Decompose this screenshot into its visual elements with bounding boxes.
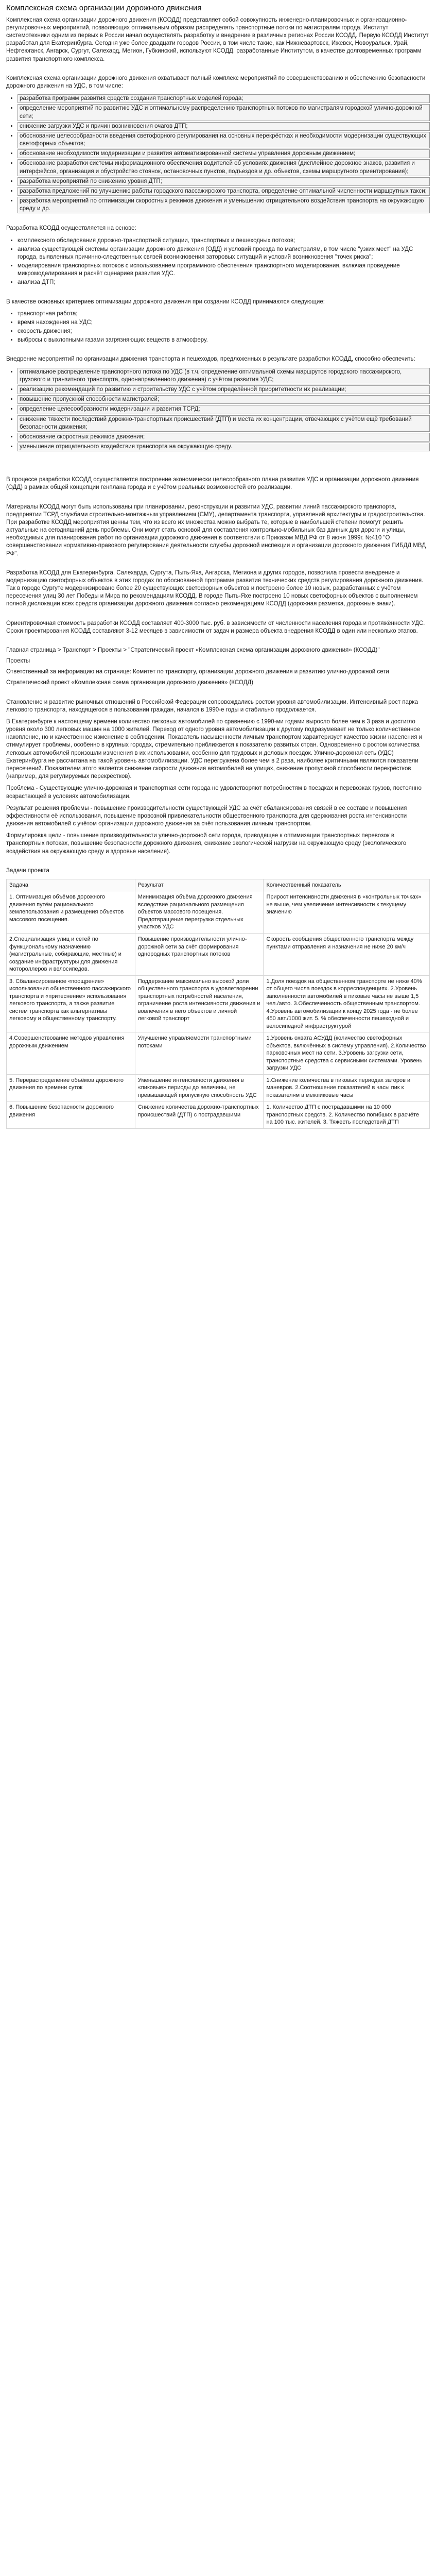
list-item: • обоснование скоростных режимов движения; xyxy=(18,433,430,442)
cost-paragraph: Ориентировочная стоимость разработки КСОДД составляет 400-3000 тыс. руб. в зависимости от численности населения города и протяжённости УДС. Сроки проектирования КСОДД составляют 3-12 месяцев в зависимости от задач и размера объекта внедрения КСОДД в один или несколько этапов. xyxy=(6,620,425,634)
result-cell: Повышение производительности улично-дорожной сети за счёт формирования однородных транспортных потоков xyxy=(135,933,264,975)
measures-list xyxy=(6,94,430,213)
result-cell: Поддержание максимально высокой доли общественного транспорта в удовлетворении транспортных потребностей населения, ограничение роста интенсивности движения и вовлечения в него объектов и личной легковой транспорт xyxy=(135,975,264,1032)
context-paragraph: Проблема - Существующие улично-дорожная и транспортная сети города не удовлетворяют потребностям в поездках и перевозках грузов, постоянно возрастающей в условиях автомобилизации. xyxy=(6,785,422,800)
list-item: • разработка мероприятий по оптимизации скоростных режимов движения и уменьшению отрицательного воздействия транспорта на окружающую среду и др. xyxy=(18,197,430,213)
list-item: • снижение загрузки УДС и причин возникновения очагов ДТП; xyxy=(18,122,430,131)
measures-section xyxy=(6,75,430,214)
basis-section xyxy=(6,225,430,286)
result-cell: Уменьшение интенсивности движения в «пиковые» периоды до величины, не превышающей пропускную способность УДС xyxy=(135,1074,264,1101)
intro-paragraph: Комплексная схема организации дорожного движения (КСОДД) представляет собой совокупность инженерно-планировочных и организационно-регулировочных мероприятий, позволяющих оптимальным образом распределять транспортные потоки по магистралям города. Институт системотехники одним из первых в России начал осуществлять разработку и внедрение в различных регионах России КСОДД. Первую КСОДД Институт разработал для Екатеринбурга. Сегодня уже более двадцати городов России, в том числе такие, как Нижневартовск, Ижевск, Новоуральск, Урай, Нефтеюганск, Ангарск, Сургут, Салехард, Мегион, Губкинский, используют КСОДД, разработанные Институтом, в качестве долговременных программ развития транспортного комплекса. xyxy=(6,16,429,62)
criteria-intro: В качестве основных критериев оптимизации дорожного движения при создании КСОДД принимаются следующие: xyxy=(6,298,325,305)
list-item: • выбросы с выхлопными газами загрязняющих веществ в атмосферу. xyxy=(18,336,430,344)
result-cell: Минимизация объёма дорожного движения вследствие рационального размещения объектов массового посещения. Предотвращение перегрузки отдельных участков УДС xyxy=(135,891,264,934)
list-item: • транспортная работа; xyxy=(18,310,430,318)
measures-intro: Комплексная схема организации дорожного движения охватывает полный комплекс мероприятий по совершенствованию и обеспечению безопасности дорожного движения на УДС, в том числе: xyxy=(6,75,426,89)
context-section xyxy=(6,699,430,856)
list-item: • анализа ДТП; xyxy=(18,279,430,286)
context-paragraphs xyxy=(6,699,430,856)
list-item: • разработка мероприятий по снижению уровня ДТП; xyxy=(18,177,430,186)
task-cell: 4.Совершенствование методов управления дорожным движением xyxy=(7,1032,135,1075)
basis-intro: Разработка КСОДД осуществляется на основе: xyxy=(6,225,136,232)
list-item: • определение целесообразности модернизации и развития ТСРД; xyxy=(18,405,430,414)
list-item: • оптимальное распределение транспортного потока по УДС (в т.ч. определение оптимальной схемы маршрутов городского пассажирского, грузового и транзитного транспорта, однонаправленного движения) с учётом развития УДС; xyxy=(18,368,430,384)
context-paragraph: Результат решения проблемы - повышение производительности существующей УДС за счёт сбалансирования связей в ее составе и повышения эффективности её использования, повышение провозной привлекательности общественного транспорта для сдерживания роста интенсивности движения автомобилей с учётом организации дорожного движения за счёт пользования личным транспортом. xyxy=(6,805,407,827)
table-header-row xyxy=(7,879,430,891)
results-intro: Внедрение мероприятий по организации движения транспорта и пешеходов, предложенных в результате разработки КСОДД, способно обеспечить: xyxy=(6,356,415,363)
tasks-section xyxy=(6,867,430,1129)
intro-section xyxy=(6,16,430,63)
results-list xyxy=(6,368,430,452)
task-cell: 3. Сбалансированное «поощрение» использования общественного пассажирского транспорта и «притеснение» использования легкового транспорта, а также развитие систем транспорта как альтернативы легковому и общественному транспорту. xyxy=(7,975,135,1032)
table-row xyxy=(7,1101,430,1129)
page-title: Комплексная схема организации дорожного движения xyxy=(6,4,202,12)
indicator-cell: 1.Уровень охвата АСУДД (количество светофорных объектов, включённых в систему управления). 2.Количество парковочных мест на сети. 3.Уровень загрузки сети, транспортные средства с сервисными системами. Уровень загрузки УДС xyxy=(264,1032,430,1075)
process-section xyxy=(6,476,430,492)
list-item: • анализа существующей системы организации дорожного движения (ОДД) и условий проезда по магистралям, в том числе "узких мест" на УДС города, выявленных причинно-следственных связей возникновения заторовых ситуаций и условий возникновения "точек риска"; xyxy=(18,246,430,261)
list-item: • снижение тяжести последствий дорожно-транспортных происшествий (ДТП) и места их концентрации, отвечающих с учётом ещё требований безопасности движения; xyxy=(18,415,430,432)
indicator-cell: Прирост интенсивности движения в «контрольных точках» не выше, чем увеличение интенсивности к текущему значению xyxy=(264,891,430,934)
table-row xyxy=(7,891,430,934)
list-item: • моделирования транспортных потоков с использованием программного обеспечения транспортного моделирования, включая проведение микромоделирования и расчёт сценариев развития УДС. xyxy=(18,262,430,278)
article xyxy=(0,0,436,1150)
projects-link-wrap[interactable] xyxy=(6,657,430,665)
projects-link[interactable]: Проекты xyxy=(6,658,30,665)
list-item: • уменьшение отрицательного воздействия транспорта на окружающую среду. xyxy=(18,443,430,451)
indicator-cell: 1.Снижение количества в пиковых периодах заторов и маневров. 2.Соотношение показателей в часы пик к показателям в межпиковые часы xyxy=(264,1074,430,1101)
list-item: • разработка предложений по улучшению работы городского пассажирского транспорта, определение оптимальной численности маршрутных такси; xyxy=(18,187,430,196)
tasks-table-body xyxy=(7,891,430,1128)
list-item: • обоснование целесообразности введения светофорного регулирования на основных перекрёстках и необходимости модернизации существующих светофорных объектов; xyxy=(18,132,430,148)
basis-list xyxy=(6,237,430,287)
process-paragraph: В процессе разработки КСОДД осуществляется построение экономически целесообразного плана развития УДС и организации дорожного движения (ОДД) в рамках общей концепции генплана города и с учётом реальных возможностей его реализации. xyxy=(6,477,419,491)
strategic-project-link[interactable]: Стратегический проект «Комплексная схема организации дорожного движения» (КСОДД) xyxy=(6,680,254,686)
responsible-text: Ответственный за информацию на странице: Комитет по транспорту, организации дорожного движения и развитию улично-дорожной сети xyxy=(6,669,389,675)
breadcrumb-link[interactable]: Главная страница > Транспорт > Проекты > "Стратегический проект «Комплексная схема организации дорожного движения» (КСОДД)" xyxy=(6,647,380,653)
context-paragraph: Формулировка цели - повышение производительности улично-дорожной сети города, приводящее к оптимизации транспортных перевозок в транспортных потоках, повышение безопасности дорожного движения, снижение экологической нагрузки на окружающую среду (экологического воздействия на окружающую среду и здоровье населения). xyxy=(6,833,407,855)
column-header-task: Задача xyxy=(7,879,135,891)
results-section xyxy=(6,355,430,451)
result-cell: Улучшение управляемости транспортными потоками xyxy=(135,1032,264,1075)
cost-section xyxy=(6,620,430,635)
list-item: • комплексного обследования дорожно-транспортной ситуации, транспортных и пешеходных потоков; xyxy=(18,237,430,245)
cities-section xyxy=(6,569,430,608)
result-cell: Снижение количества дорожно-транспортных происшествий (ДТП) с пострадавшими xyxy=(135,1101,264,1129)
materials-paragraph: Материалы КСОДД могут быть использованы при планировании, реконструкции и развитии УДС, развитии линий пассажирского транспорта, предприятии ТСРД службами строительно-монтажным управлением (СМУ), департамента транспорта, управлений архитектуры и градостроительства. При разработке КСОДД мероприятия ценны тем, что из всего их множества можно выбрать те, которые в наибольшей степени помогут решить актуальные на сегодняшний день проблемы. Они могут стать основой для составления контрольно-мобильных баз данных для дороги и улицы, необходимых для планирования работ по организации дорожного движения в соответствии с Приказом МВД РФ от 8 июня 1999г. №410 "О совершенствовании нормативно-правового регулирования деятельности службы дорожной инспекции и организации дорожного движения ГИБДД МВД РФ". xyxy=(6,503,426,557)
strategic-link-wrap[interactable] xyxy=(6,679,430,687)
column-header-result: Результат xyxy=(135,879,264,891)
task-cell: 5. Перераспределение объёмов дорожного движения по времени суток xyxy=(7,1074,135,1101)
list-item: • повышение пропускной способности магистралей; xyxy=(18,395,430,404)
navigation-section xyxy=(6,647,430,687)
task-cell: 2.Специализация улиц и сетей по функциональному назначению (магистральные, собирающие, местные) и создание инфраструктуры для движения мотороллеров и велосипедов. xyxy=(7,933,135,975)
context-paragraph: В Екатеринбурге к настоящему времени количество легковых автомобилей по сравнению с 1990-ми годами выросло более чем в 3 раза и достигло уровня около 300 легковых машин на 1000 жителей. Переход от одного уровня автомобилизации к другому подразумевает не только количественное накопление, но и качественное изменение в соблюдении. Показатель насыщенности личным транспортом характеризует качество жизни населения и стимулирует проблемы, особенно в крупных городах, стремительно приближается к показателю развитых стран. Одновременно с ростом количества легковых автомобилей произошли изменения в их использовании, особенно для трудовых и деловых поездок. Улично-дорожная сеть (УДС) Екатеринбурга не рассчитана на такой уровень автомобилизации. УДС перегружена более чем в 2 раза, наиболее критичными являются показатели пересечений. Показателем этого является снижение скорости движения автомобилей на улицах, снижение пропускной способности перекрёстков (например, для регулируемых перекрёстков). xyxy=(6,718,423,780)
list-item: • обоснование разработки системы информационного обеспечения водителей об условиях движения (дисплейное дорожное знаков, развития и интерфейсов, организация и обустройство стоянок, остановочных пунктов, подъездов и др. объектов, схемы маршрутного ориентирования); xyxy=(18,159,430,176)
list-item: • обоснование необходимости модернизации и развития автоматизированной системы управления дорожным движением; xyxy=(18,149,430,158)
indicator-cell: 1.Доля поездок на общественном транспорте не ниже 40% от общего числа поездок в корреспонденциях. 2.Уровень заполненности автомобилей в пиковые часы не выше 1,5 чел./авто. 3.Обеспеченность общественным транспортом. 4.Уровень автомобилизации к концу 2025 года - не более 450 авт./1000 жит. 5. % обеспеченности пешеходной и велосипедной инфраструктурой xyxy=(264,975,430,1032)
indicator-cell: Скорость сообщения общественного транспорта между пунктами отправления и назначения не ниже 20 км/ч xyxy=(264,933,430,975)
criteria-section xyxy=(6,298,430,345)
column-header-indicator: Количественный показатель xyxy=(264,879,430,891)
tasks-table xyxy=(6,879,430,1129)
tasks-heading: Задачи проекта xyxy=(6,867,49,874)
breadcrumb[interactable] xyxy=(6,647,430,654)
list-item: • разработка программ развития средств создания транспортных моделей города; xyxy=(18,94,430,103)
table-row xyxy=(7,1074,430,1101)
criteria-list xyxy=(6,310,430,345)
materials-section xyxy=(6,503,430,558)
cities-paragraph: Разработка КСОДД для Екатеринбурга, Салехарда, Сургута, Пыть-Яха, Ангарска, Мегиона и других городов, позволила провести внедрение и модернизацию светофорных объектов в этих городах по обоснованной программе развития технических средств регулирования дорожного движения. Так в городе Сургуте модернизировано более 20 существующих светофорных объектов и построено более 10 новых, разработанных с учётом пересечения улиц 30 лет Победы и Мира по рекомендациям КСОДД. В городе Пыть-Яхе построено 10 новых светофорных объектов с выполнением полной дислокации всех средств организации дорожного движения согласно рекомендациям КСОДД (дорожная разметка, дорожные знаки). xyxy=(6,569,424,607)
table-row xyxy=(7,975,430,1032)
list-item: • скорость движения; xyxy=(18,328,430,335)
task-cell: 1. Оптимизация объёмов дорожного движения путём рационального землепользования и размещения объектов массового посещения. xyxy=(7,891,135,934)
spacer xyxy=(6,463,430,476)
task-cell: 6. Повышение безопасности дорожного движения xyxy=(7,1101,135,1129)
list-item: • время нахождения на УДС; xyxy=(18,319,430,327)
table-row xyxy=(7,933,430,975)
indicator-cell: 1. Количество ДТП с пострадавшими на 10 000 транспортных средств. 2. Количество погибших в расчёте на 100 тыс. жителей. 3. Тяжесть последствий ДТП xyxy=(264,1101,430,1129)
list-item: • реализацию рекомендаций по развитию и строительству УДС с учётом определённой приоритетности их реализации; xyxy=(18,385,430,394)
list-item: • определение мероприятий по развитию УДС и оптимальному распределению транспортных потоков по магистралям городской улично-дорожной сети; xyxy=(18,104,430,121)
table-row xyxy=(7,1032,430,1075)
context-paragraph: Становление и развитие рыночных отношений в Российской Федерации сопровождались ростом уровня автомобилизации. Интенсивный рост парка легкового транспорта, находящегося в пользовании граждан, начался в 1990-е годы и стабильно продолжается. xyxy=(6,699,418,713)
